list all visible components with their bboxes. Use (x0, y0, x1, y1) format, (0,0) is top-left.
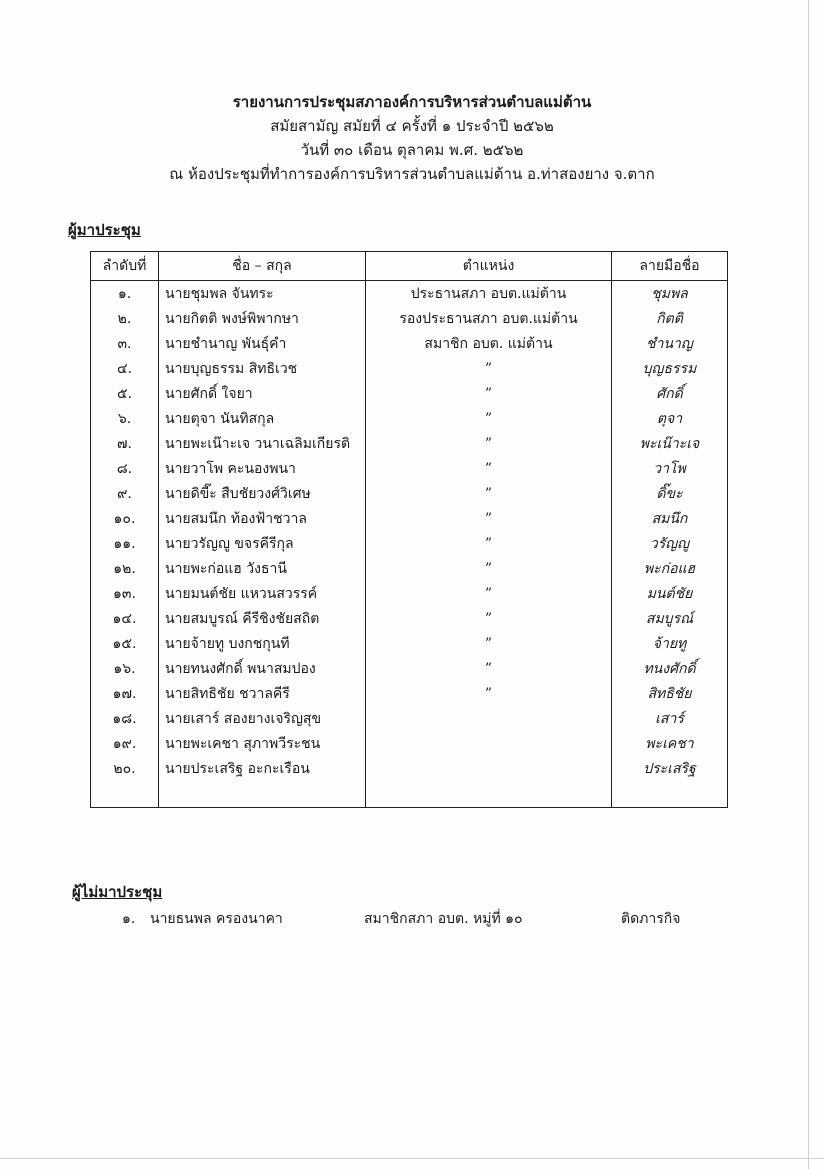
cell-name: นายชำนาญ พันธุ์คำ (159, 331, 366, 356)
cell-signature: สิทธิชัย (612, 681, 728, 706)
table-row (91, 506, 728, 531)
table-empty-row (91, 781, 728, 808)
cell-signature: จ้ายทู (612, 631, 728, 656)
cell-position (366, 706, 612, 731)
present-section-title: ผู้มาประชุม (68, 221, 141, 239)
cell-no: ๑๖. (91, 656, 159, 681)
cell-position: ” (366, 406, 612, 431)
cell-no: ๑๒. (91, 556, 159, 581)
table-row (91, 681, 728, 706)
col-header-signature: ลายมือชื่อ (612, 252, 728, 281)
header-date: วันที่ ๓๐ เดือน ตุลาคม พ.ศ. ๒๕๖๒ (300, 141, 524, 159)
cell-position: ” (366, 356, 612, 381)
cell-name: นายสมนึก ท้องฟ้าชวาล (159, 506, 366, 531)
absent-name: นายธนพล ครองนาคา (150, 911, 283, 927)
empty-cell (366, 781, 612, 808)
cell-position: ” (366, 506, 612, 531)
cell-no: ๙. (91, 481, 159, 506)
cell-no: ๗. (91, 431, 159, 456)
table-row (91, 456, 728, 481)
table-row (91, 556, 728, 581)
cell-signature: ดิ๊ขะ (612, 481, 728, 506)
page-border-bottom (0, 1158, 824, 1159)
table-header-row (91, 252, 728, 281)
col-header-name: ชื่อ – สกุล (159, 252, 366, 281)
cell-signature: ชุมพล (612, 281, 728, 307)
cell-signature: มนต์ชัย (612, 581, 728, 606)
cell-name: นายประเสริฐ อะกะเรือน (159, 756, 366, 781)
col-header-no: ลำดับที่ (91, 252, 159, 281)
cell-no: ๖. (91, 406, 159, 431)
cell-name: นายกิตติ พงษ์พิพากษา (159, 306, 366, 331)
table-row (91, 531, 728, 556)
cell-signature: ประเสริฐ (612, 756, 728, 781)
cell-position: ” (366, 556, 612, 581)
empty-cell (91, 781, 159, 808)
table-row (91, 356, 728, 381)
header-session: สมัยสามัญ สมัยที่ ๔ ครั้งที่ ๑ ประจำปี ๒๕๖๒ (270, 117, 554, 135)
cell-no: ๑๕. (91, 631, 159, 656)
absent-reason: ติดภารกิจ (621, 911, 681, 927)
cell-position: ” (366, 581, 612, 606)
cell-name: นายชุมพล จันทระ (159, 281, 366, 307)
table-row (91, 756, 728, 781)
cell-signature: วาโพ (612, 456, 728, 481)
cell-name: นายพะเคชา สุภาพวีระชน (159, 731, 366, 756)
cell-signature: ชำนาญ (612, 331, 728, 356)
cell-position: สมาชิก อบต. แม่ต้าน (366, 331, 612, 356)
cell-name: นายพะเน๊าะเจ วนาเฉลิมเกียรติ (159, 431, 366, 456)
cell-no: ๔. (91, 356, 159, 381)
cell-signature: ทนงศักดิ์ (612, 656, 728, 681)
cell-no: ๑๓. (91, 581, 159, 606)
col-header-position: ตำแหน่ง (366, 252, 612, 281)
table-row (91, 381, 728, 406)
cell-signature: สมบูรณ์ (612, 606, 728, 631)
cell-name: นายจ้ายทู บงกชกุนที (159, 631, 366, 656)
cell-name: นายบุญธรรม สิทธิเวช (159, 356, 366, 381)
table-row (91, 431, 728, 456)
table-row (91, 281, 728, 307)
cell-no: ๑. (91, 281, 159, 307)
cell-signature: ตุจา (612, 406, 728, 431)
cell-position: ” (366, 606, 612, 631)
cell-position: ” (366, 681, 612, 706)
table-row (91, 631, 728, 656)
table-row (91, 331, 728, 356)
cell-no: ๒. (91, 306, 159, 331)
header-venue: ณ ห้องประชุมที่ทำการองค์การบริหารส่วนตำบลแม่ต้าน อ.ท่าสองยาง จ.ตาก (169, 165, 655, 183)
table-row (91, 606, 728, 631)
cell-no: ๕. (91, 381, 159, 406)
table-row (91, 306, 728, 331)
cell-position: ” (366, 481, 612, 506)
table-row (91, 731, 728, 756)
attendance-table (90, 251, 728, 808)
cell-name: นายวรัญญู ขจรคีรีกุล (159, 531, 366, 556)
cell-position: ” (366, 381, 612, 406)
cell-position: รองประธานสภา อบต.แม่ต้าน (366, 306, 612, 331)
cell-name: นายเสาร์ สองยางเจริญสุข (159, 706, 366, 731)
cell-position: ประธานสภา อบต.แม่ต้าน (366, 281, 612, 307)
absent-position: สมาชิกสภา อบต. หมู่ที่ ๑๐ (364, 911, 523, 927)
cell-signature: กิตติ (612, 306, 728, 331)
header-title: รายงานการประชุมสภาองค์การบริหารส่วนตำบลแม่ต้าน (232, 93, 592, 111)
cell-name: นายศักดิ์ ใจยา (159, 381, 366, 406)
empty-cell (612, 781, 728, 808)
cell-no: ๑๔. (91, 606, 159, 631)
empty-cell (159, 781, 366, 808)
cell-name: นายพะก่อแฮ วังธานี (159, 556, 366, 581)
cell-no: ๑๐. (91, 506, 159, 531)
cell-signature: พะเน๊าะเจ (612, 431, 728, 456)
cell-signature: เสาร์ (612, 706, 728, 731)
cell-no: ๓. (91, 331, 159, 356)
cell-signature: ศักดิ์ (612, 381, 728, 406)
cell-signature: พะก่อแฮ (612, 556, 728, 581)
cell-no: ๑๙. (91, 731, 159, 756)
cell-position: ” (366, 456, 612, 481)
cell-no: ๘. (91, 456, 159, 481)
cell-position (366, 731, 612, 756)
table-row (91, 406, 728, 431)
absent-section-title: ผู้ไม่มาประชุม (72, 883, 163, 901)
cell-name: นายสิทธิชัย ชวาลคีรี (159, 681, 366, 706)
cell-no: ๑๑. (91, 531, 159, 556)
cell-no: ๒๐. (91, 756, 159, 781)
table-row (91, 481, 728, 506)
table-row (91, 581, 728, 606)
table-row (91, 706, 728, 731)
cell-name: นายมนต์ชัย แหวนสวรรค์ (159, 581, 366, 606)
cell-position: ” (366, 631, 612, 656)
cell-signature: บุญธรรม (612, 356, 728, 381)
cell-name: นายดิขี๊ะ สืบชัยวงศ์วิเศษ (159, 481, 366, 506)
cell-position: ” (366, 656, 612, 681)
cell-name: นายวาโพ คะนองพนา (159, 456, 366, 481)
table-row (91, 656, 728, 681)
document-header (0, 90, 824, 186)
cell-name: นายทนงศักดิ์ พนาสมปอง (159, 656, 366, 681)
absent-no: ๑. (122, 911, 136, 927)
cell-position: ” (366, 531, 612, 556)
cell-no: ๑๘. (91, 706, 159, 731)
cell-no: ๑๗. (91, 681, 159, 706)
cell-name: นายสมบูรณ์ คีรีชิงชัยสถิต (159, 606, 366, 631)
cell-position: ” (366, 431, 612, 456)
cell-name: นายตุจา นันทิสกุล (159, 406, 366, 431)
cell-position (366, 756, 612, 781)
cell-signature: สมนึก (612, 506, 728, 531)
cell-signature: พะเคชา (612, 731, 728, 756)
cell-signature: วรัญญู (612, 531, 728, 556)
